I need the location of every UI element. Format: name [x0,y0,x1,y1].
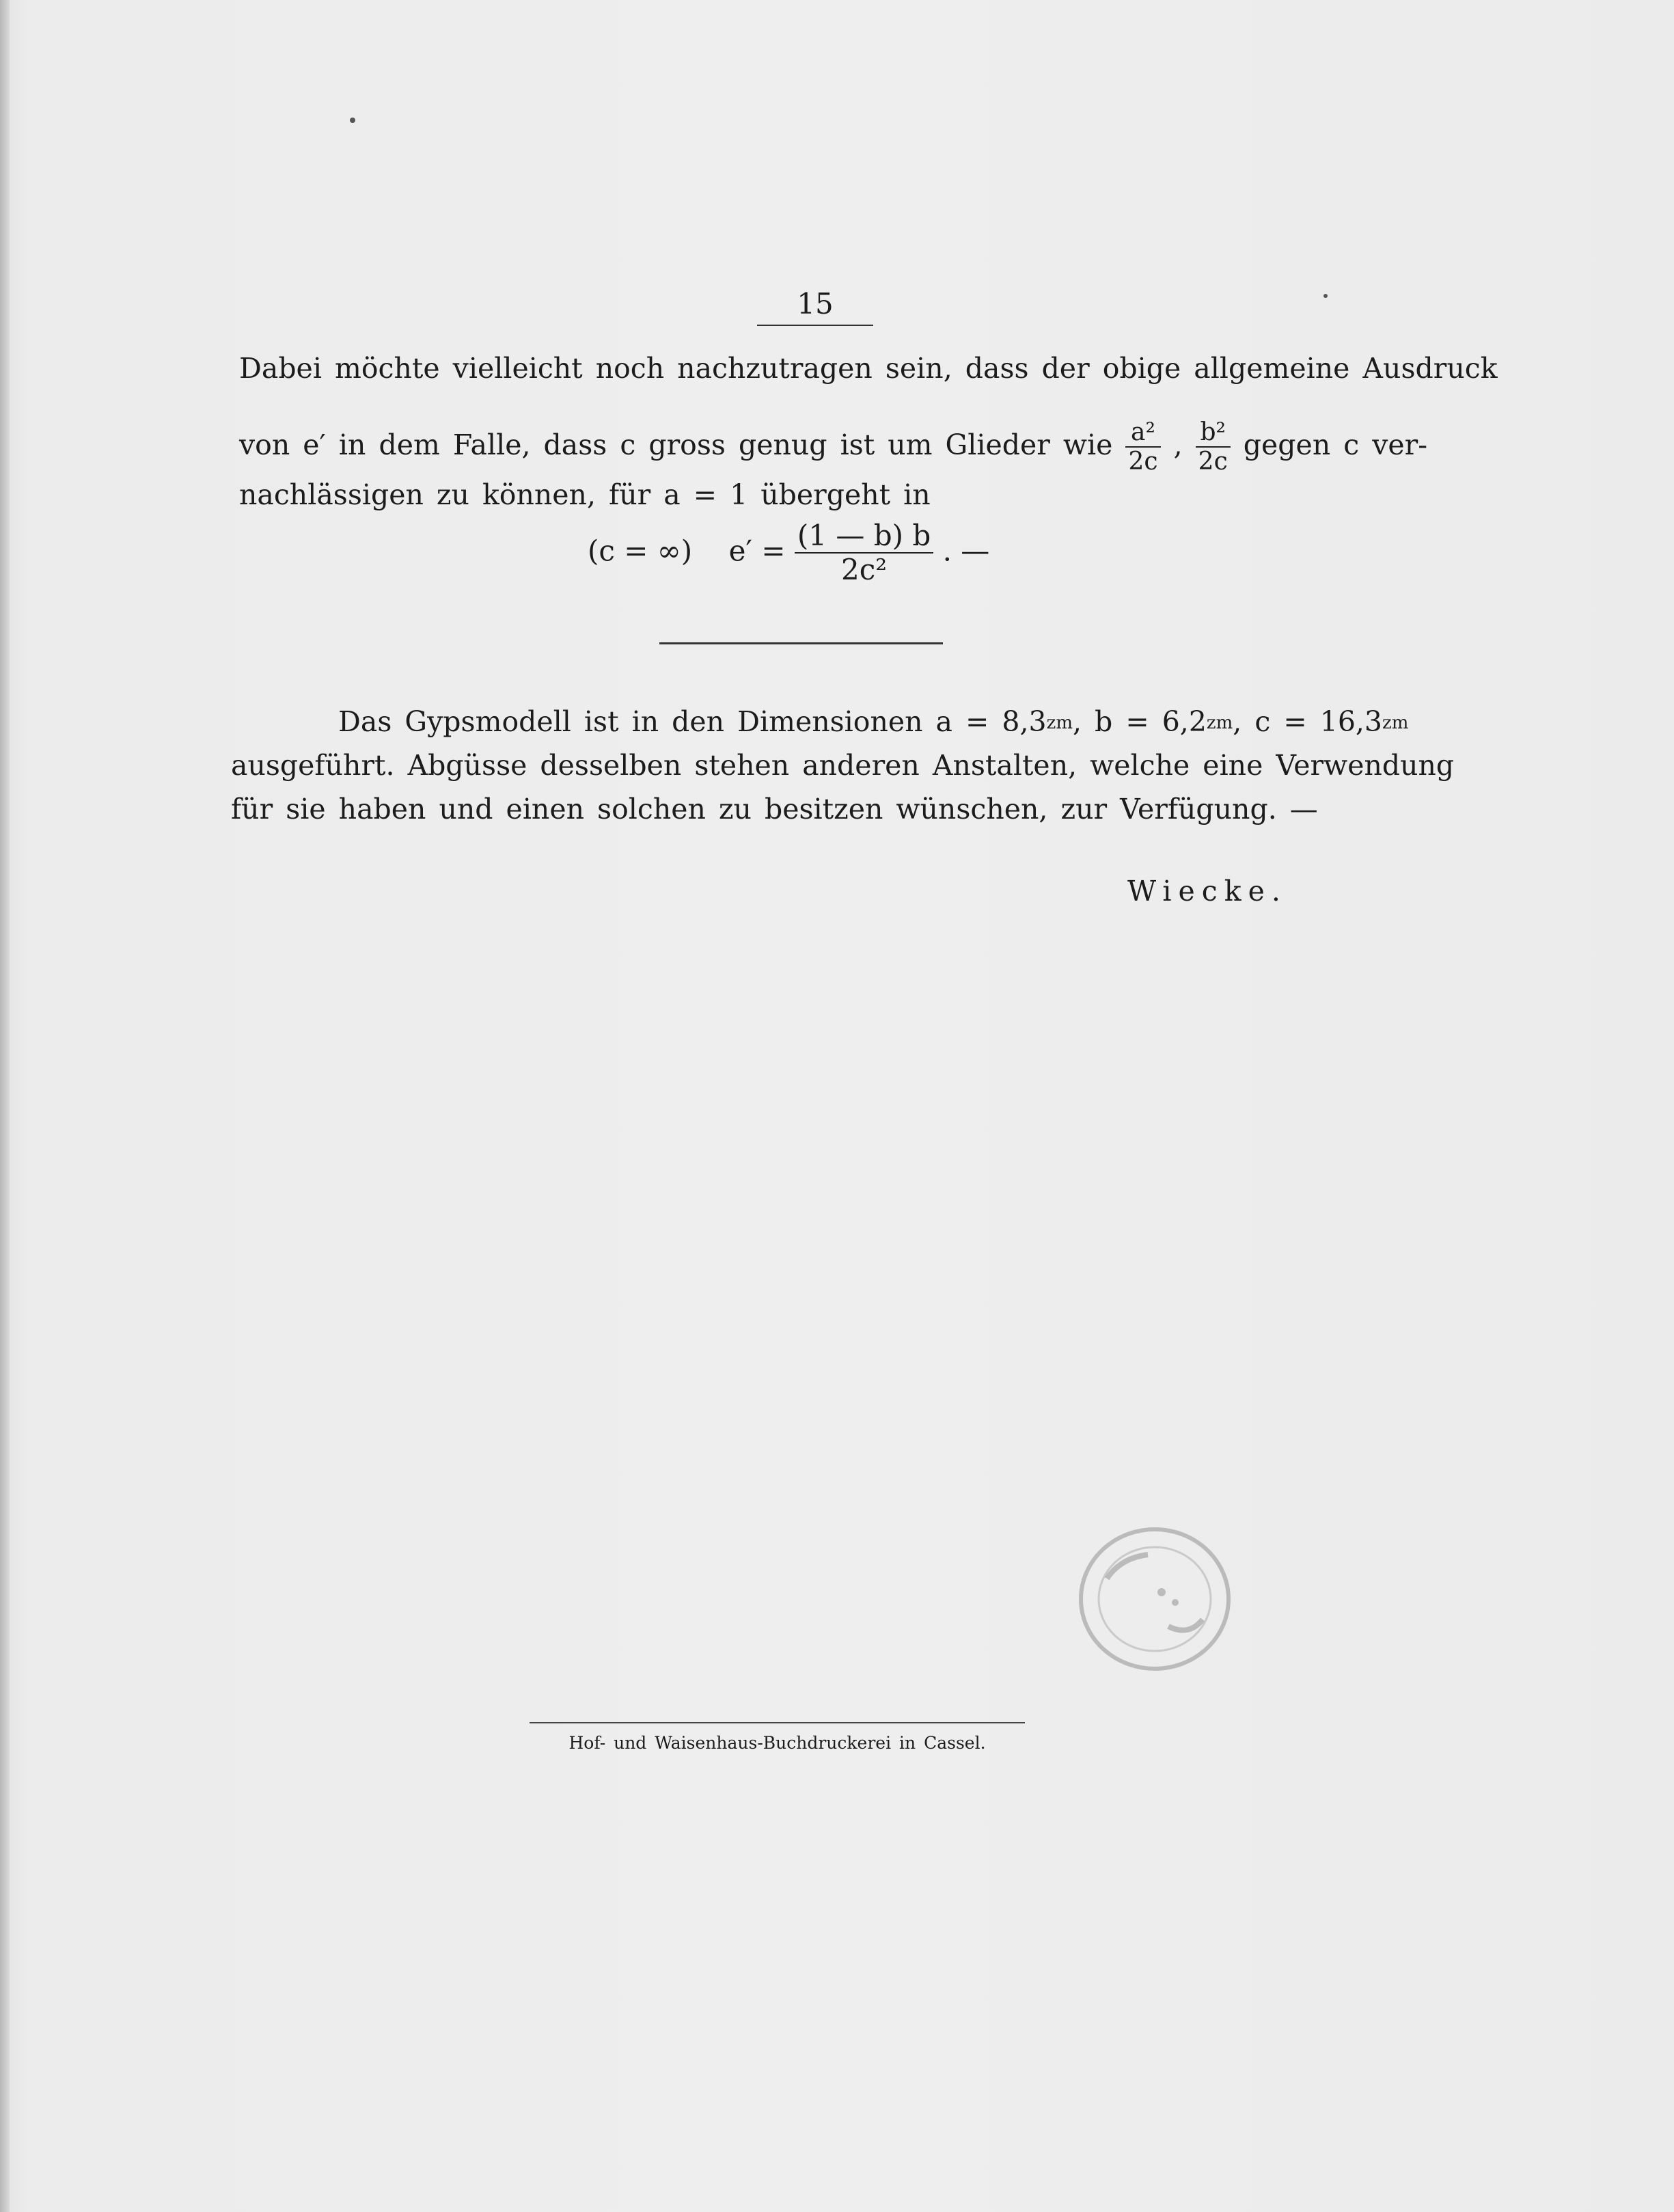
paragraph2-line3: für sie haben und einen solchen zu besitzen wünschen, zur Verfügung. — [231,793,1318,825]
imprint-rule [530,1722,1025,1723]
formula-condition: (c = ∞) [588,534,693,568]
fraction-b2-over-2c [1196,418,1231,476]
library-stamp-icon [1066,1517,1244,1681]
page-edge-shadow [0,0,10,2212]
speck [1323,294,1328,298]
fraction-a2-over-2c [1125,418,1160,476]
printer-imprint: Hof- und Waisenhaus-Buchdruckerei in Cassel. [568,1733,986,1753]
paragraph2-line1 [338,705,1408,738]
unit-zm: zm [1046,713,1073,733]
paragraph1-line1: Dabei möchte vielleicht noch nachzutragen sein, dass der obige allgemeine Ausdruck [239,352,1498,385]
dimension-a: Das Gypsmodell ist in den Dimensionen a = 8,3 [338,705,1047,738]
unit-zm: zm [1382,713,1409,733]
display-formula [588,519,989,587]
formula-lhs: e′ = [728,534,786,568]
fraction-numerator: b² [1196,418,1231,448]
section-divider [659,642,943,644]
paragraph1-line3: nachlässigen zu können, für a = 1 übergeht in [239,478,931,511]
formula-denominator: 2c² [841,553,888,587]
fraction-numerator: a² [1125,418,1160,448]
formula-numerator: (1 — b) b [795,519,933,554]
paragraph1-line2-start: von e′ in dem Falle, dass c gross genug ist um Glieder wie [239,428,1113,461]
paragraph2-line2: ausgeführt. Abgüsse desselben stehen anderen Anstalten, welche eine Verwendung [231,749,1455,782]
fraction-separator: , [1173,428,1183,461]
dimension-c: , c = 16,3 [1233,705,1383,738]
unit-zm: zm [1206,713,1233,733]
dimension-b: , b = 6,2 [1072,705,1207,738]
page-number: 15 [757,287,873,326]
fraction-denominator: 2c [1198,448,1228,476]
formula-fraction [795,519,933,587]
signature: Wiecke. [1127,875,1287,907]
speck [350,118,355,123]
fraction-denominator: 2c [1128,448,1158,476]
paragraph1-line2 [239,418,1427,476]
formula-tail: . — [942,534,990,568]
paragraph1-line2-end: gegen c ver- [1243,428,1428,461]
